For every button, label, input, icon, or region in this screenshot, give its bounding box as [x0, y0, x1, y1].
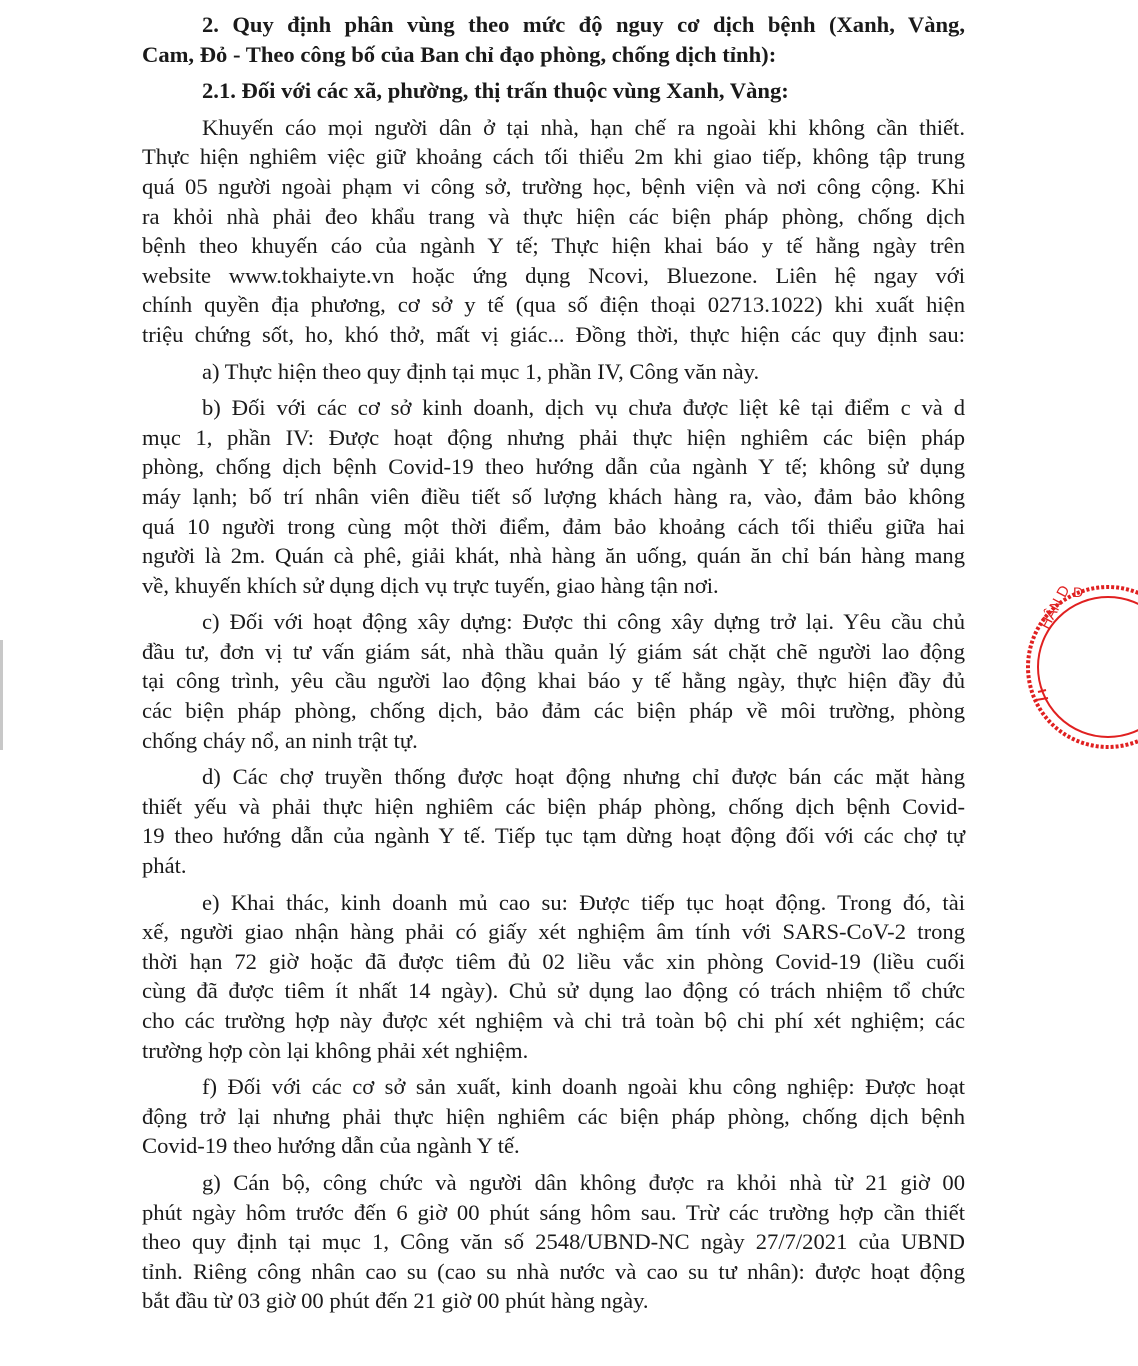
official-seal-stamp	[1018, 572, 1138, 762]
paragraph-line: chống cháy nổ, an ninh trật tự.	[142, 727, 418, 753]
paragraph-line: phát.	[142, 853, 187, 879]
item-e	[142, 888, 965, 1066]
paragraph-line: b) Đối với các cơ sở kinh doanh, dịch vụ chưa được liệt kê tại điểm c và d	[202, 395, 965, 421]
paragraph-line: Thực hiện nghiêm việc giữ khoảng cách tối thiểu 2m khi giao tiếp, không tập trung	[142, 144, 965, 170]
paragraph-line: bệnh theo khuyến cáo của ngành Y tế; Thực hiện khai báo y tế hằng ngày trên	[142, 233, 965, 259]
paragraph-line: tại công trình, yêu cầu người lao động khai báo y tế hằng ngày, thực hiện đầy đủ	[142, 668, 965, 694]
item-b	[142, 393, 965, 600]
paragraph-line: c) Đối với hoạt động xây dựng: Được thi công xây dựng trở lại. Yêu cầu chủ	[202, 609, 965, 635]
paragraph-line: cùng đã được tiêm ít nhất 14 ngày). Chủ sử dụng lao động có trách nhiệm tổ chức	[142, 978, 965, 1004]
item-f	[142, 1072, 965, 1161]
paragraph-line: f) Đối với các cơ sở sản xuất, kinh doanh ngoài khu công nghiệp: Được hoạt	[202, 1074, 965, 1100]
paragraph-line: xế, người giao nhận hàng phải có giấy xét nghiệm âm tính với SARS-CoV-2 trong	[142, 919, 965, 945]
paragraph-line: về, khuyến khích sử dụng dịch vụ trực tuyến, giao hàng tận nơi.	[142, 572, 719, 598]
paragraph-line: chính quyền địa phương, cơ sở y tế (qua số điện thoại 02713.1022) khi xuất hiện	[142, 292, 965, 318]
item-a	[142, 357, 965, 387]
paragraph-line: quá 10 người trong cùng một thời điểm, đảm bảo khoảng cách tối thiểu giữa hai	[142, 513, 965, 539]
section-heading-2	[142, 10, 965, 69]
item-c	[142, 607, 965, 755]
paragraph-line: bắt đầu từ 03 giờ 00 phút đến 21 giờ 00 phút hàng ngày.	[142, 1288, 649, 1314]
paragraph-line: thiết yếu và phải thực hiện nghiêm các biện pháp phòng, chống dịch bệnh Covid-	[142, 793, 965, 819]
paragraph-line: d) Các chợ truyền thống được hoạt động nhưng chỉ được bán các mặt hàng	[202, 764, 965, 790]
paragraph-line: mục 1, phần IV: Được hoạt động nhưng phải thực hiện nghiêm các biện pháp	[142, 424, 965, 450]
paragraph-line: máy lạnh; bố trí nhân viên điều tiết số lượng khách hàng ra, vào, đảm bảo không	[142, 483, 965, 509]
svg-text:HÂN D: HÂN D	[1036, 582, 1074, 632]
item-g	[142, 1168, 965, 1316]
paragraph-line: Khuyến cáo mọi người dân ở tại nhà, hạn chế ra ngoài khi không cần thiết.	[202, 114, 965, 140]
paragraph-line: quá 05 người ngoài phạm vi công sở, trường học, bệnh viện và nơi công cộng. Khi	[142, 173, 965, 199]
scan-edge-mark	[0, 640, 3, 750]
heading-line: Cam, Đỏ - Theo công bố của Ban chỉ đạo phòng, chống dịch tỉnh):	[142, 41, 777, 67]
paragraph-line: cho các trường hợp này được xét nghiệm và chi trả toàn bộ chi phí xét nghiệm; các	[142, 1008, 965, 1033]
paragraph-line: g) Cán bộ, công chức và người dân không được ra khỏi nhà từ 21 giờ 00	[202, 1169, 965, 1195]
paragraph-line: phòng, chống dịch bệnh Covid-19 theo hướng dẫn của ngành Y tế; không sử dụng	[142, 454, 965, 480]
paragraph-line: a) Thực hiện theo quy định tại mục 1, phần IV, Công văn này.	[202, 358, 760, 384]
paragraph-line: triệu chứng sốt, ho, khó thở, mất vị giác... Đồng thời, thực hiện các quy định sau:	[142, 321, 965, 347]
paragraph-line: theo quy định tại mục 1, Công văn số 2548/UBND-NC ngày 27/7/2021 của UBND	[142, 1229, 965, 1255]
paragraph-line: trường hợp còn lại không phải xét nghiệm.	[142, 1037, 529, 1063]
paragraph-line: e) Khai thác, kinh doanh mủ cao su: Được tiếp tục hoạt động. Trong đó, tài	[202, 889, 965, 915]
heading-line: 2. Quy định phân vùng theo mức độ nguy cơ dịch bệnh (Xanh, Vàng,	[202, 12, 965, 37]
paragraph-line: 19 theo hướng dẫn của ngành Y tế. Tiếp tục tạm dừng hoạt động đối với các chợ tự	[142, 823, 965, 849]
paragraph-line: người là 2m. Quán cà phê, giải khát, nhà hàng ăn uống, quán ăn chỉ bán hàng mang	[142, 543, 965, 569]
paragraph-line: phút ngày hôm trước đến 6 giờ 00 phút sáng hôm sau. Trừ các trường hợp cần thiết	[142, 1199, 965, 1225]
paragraph-line: các biện pháp phòng, chống dịch, bảo đảm các biện pháp về môi trường, phòng	[142, 698, 965, 724]
paragraph-line: website www.tokhaiyte.vn hoặc ứng dụng Ncovi, Bluezone. Liên hệ ngay với	[142, 262, 965, 288]
paragraph-line: tỉnh. Riêng công nhân cao su (cao su nhà nước và cao su tư nhân): được hoạt động	[142, 1258, 965, 1284]
item-d	[142, 762, 965, 880]
paragraph-line: đầu tư, đơn vị tư vấn giám sát, nhà thầu quản lý giám sát chặt chẽ người lao động	[142, 638, 965, 664]
document-page	[142, 10, 965, 1316]
section-heading-2-1: 2.1. Đối với các xã, phường, thị trấn thuộc vùng Xanh, Vàng:	[202, 78, 789, 104]
svg-text:D: D	[1073, 584, 1084, 600]
paragraph-line: Covid-19 theo hướng dẫn của ngành Y tế.	[142, 1133, 520, 1159]
paragraph-line: động trở lại nhưng phải thực hiện nghiêm các biện pháp phòng, chống dịch bệnh	[142, 1103, 965, 1129]
paragraph-line: ra khỏi nhà phải đeo khẩu trang và thực hiện các biện pháp phòng, chống dịch	[142, 203, 965, 229]
intro-paragraph	[142, 113, 965, 350]
paragraph-line: thời hạn 72 giờ hoặc đã được tiêm đủ 02 liều vắc xin phòng Covid-19 (liều cuối	[142, 948, 965, 974]
